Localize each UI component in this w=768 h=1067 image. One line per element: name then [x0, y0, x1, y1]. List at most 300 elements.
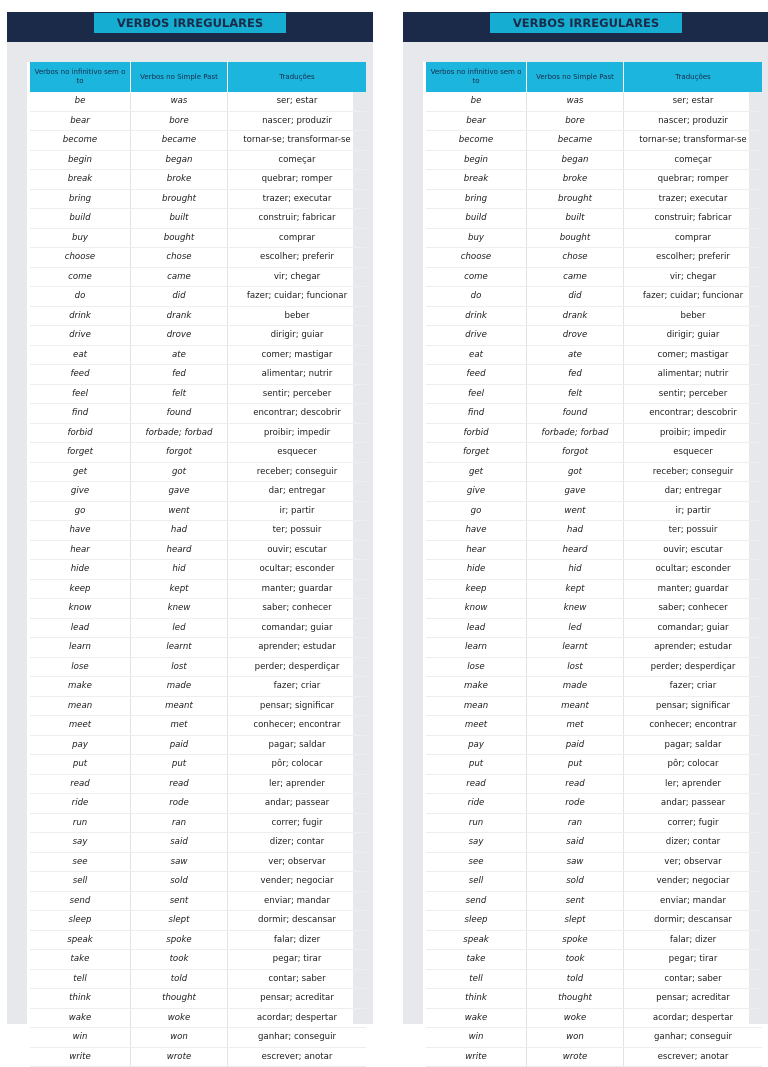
simple-past-cell: went — [527, 501, 624, 521]
translation-cell: ver; observar — [624, 852, 763, 872]
infinitive-cell: drink — [30, 306, 131, 326]
translation-cell: dar; entregar — [228, 482, 367, 502]
header-simple-past: Verbos no Simple Past — [131, 62, 228, 92]
translation-cell: esquecer — [624, 443, 763, 463]
infinitive-cell: sell — [30, 872, 131, 892]
infinitive-cell: feed — [30, 365, 131, 385]
simple-past-cell: heard — [131, 540, 228, 560]
table-row — [30, 969, 366, 989]
translation-cell: vir; chegar — [228, 267, 367, 287]
translation-cell: comprar — [228, 228, 367, 248]
simple-past-cell: ran — [131, 813, 228, 833]
simple-past-cell: told — [527, 969, 624, 989]
table-row — [426, 326, 762, 346]
translation-cell: dizer; contar — [624, 833, 763, 853]
translation-cell: construir; fabricar — [228, 209, 367, 229]
table-row — [426, 638, 762, 658]
table-row — [426, 443, 762, 463]
table-row — [426, 423, 762, 443]
simple-past-cell: gave — [527, 482, 624, 502]
table-row — [30, 345, 366, 365]
translation-cell: começar — [624, 150, 763, 170]
table-row — [30, 735, 366, 755]
translation-cell: aprender; estudar — [624, 638, 763, 658]
simple-past-cell: felt — [131, 384, 228, 404]
infinitive-cell: go — [30, 501, 131, 521]
table-row — [30, 618, 366, 638]
table-row — [426, 657, 762, 677]
translation-cell: pagar; saldar — [624, 735, 763, 755]
table-header-row — [30, 62, 366, 92]
simple-past-cell: led — [527, 618, 624, 638]
simple-past-cell: ate — [131, 345, 228, 365]
table-row — [30, 287, 366, 307]
infinitive-cell: read — [30, 774, 131, 794]
infinitive-cell: bring — [30, 189, 131, 209]
simple-past-cell: became — [131, 131, 228, 151]
simple-past-cell: lost — [131, 657, 228, 677]
translation-cell: manter; guardar — [228, 579, 367, 599]
table-row — [426, 735, 762, 755]
header-simple-past: Verbos no Simple Past — [527, 62, 624, 92]
translation-cell: correr; fugir — [228, 813, 367, 833]
infinitive-cell: keep — [30, 579, 131, 599]
translation-cell: trazer; executar — [624, 189, 763, 209]
infinitive-cell: feel — [30, 384, 131, 404]
table-row — [426, 969, 762, 989]
simple-past-cell: meant — [131, 696, 228, 716]
table-row — [426, 131, 762, 151]
table-row — [426, 482, 762, 502]
infinitive-cell: read — [426, 774, 527, 794]
simple-past-cell: kept — [527, 579, 624, 599]
table-row — [426, 1008, 762, 1028]
infinitive-cell: bear — [426, 111, 527, 131]
table-row — [426, 501, 762, 521]
table-row — [30, 930, 366, 950]
translation-cell: trazer; executar — [228, 189, 367, 209]
translation-cell: dormir; descansar — [624, 911, 763, 931]
translation-cell: escolher; preferir — [228, 248, 367, 268]
table-row — [30, 209, 366, 229]
table-row — [426, 365, 762, 385]
translation-cell: saber; conhecer — [624, 599, 763, 619]
infinitive-cell: send — [30, 891, 131, 911]
simple-past-cell: was — [131, 92, 228, 111]
table-row — [30, 560, 366, 580]
translation-cell: ter; possuir — [624, 521, 763, 541]
infinitive-cell: forget — [30, 443, 131, 463]
infinitive-cell: eat — [30, 345, 131, 365]
translation-cell: pensar; acreditar — [624, 989, 763, 1009]
table-row — [426, 1028, 762, 1048]
simple-past-cell: was — [527, 92, 624, 111]
translation-cell: correr; fugir — [624, 813, 763, 833]
table-row — [30, 443, 366, 463]
simple-past-cell: kept — [131, 579, 228, 599]
infinitive-cell: mean — [30, 696, 131, 716]
table-row — [30, 1028, 366, 1048]
table-row — [30, 657, 366, 677]
translation-cell: ocultar; esconder — [624, 560, 763, 580]
translation-cell: contar; saber — [228, 969, 367, 989]
infinitive-cell: speak — [426, 930, 527, 950]
translation-cell: fazer; criar — [228, 677, 367, 697]
simple-past-cell: went — [131, 501, 228, 521]
simple-past-cell: began — [131, 150, 228, 170]
table-row — [426, 111, 762, 131]
table-row — [30, 267, 366, 287]
translation-cell: pensar; acreditar — [228, 989, 367, 1009]
infinitive-cell: take — [30, 950, 131, 970]
table-row — [426, 579, 762, 599]
translation-cell: ser; estar — [624, 92, 763, 111]
table-row — [30, 482, 366, 502]
infinitive-cell: meet — [30, 716, 131, 736]
simple-past-cell: wrote — [527, 1047, 624, 1067]
infinitive-cell: meet — [426, 716, 527, 736]
table-row — [30, 794, 366, 814]
translation-cell: dirigir; guiar — [228, 326, 367, 346]
infinitive-cell: find — [30, 404, 131, 424]
table-row — [426, 248, 762, 268]
simple-past-cell: led — [131, 618, 228, 638]
translation-cell: nascer; produzir — [228, 111, 367, 131]
translation-cell: ter; possuir — [228, 521, 367, 541]
panel-header — [403, 12, 768, 42]
infinitive-cell: come — [30, 267, 131, 287]
translation-cell: pegar; tirar — [228, 950, 367, 970]
table-row — [30, 404, 366, 424]
simple-past-cell: found — [131, 404, 228, 424]
infinitive-cell: do — [30, 287, 131, 307]
translation-cell: começar — [228, 150, 367, 170]
infinitive-cell: begin — [426, 150, 527, 170]
translation-cell: perder; desperdiçar — [624, 657, 763, 677]
table-row — [426, 852, 762, 872]
infinitive-cell: drive — [30, 326, 131, 346]
translation-cell: aprender; estudar — [228, 638, 367, 658]
translation-cell: pôr; colocar — [228, 755, 367, 775]
translation-cell: pensar; significar — [624, 696, 763, 716]
translation-cell: dizer; contar — [228, 833, 367, 853]
infinitive-cell: wake — [30, 1008, 131, 1028]
simple-past-cell: built — [527, 209, 624, 229]
infinitive-cell: get — [30, 462, 131, 482]
infinitive-cell: pay — [30, 735, 131, 755]
translation-cell: acordar; despertar — [624, 1008, 763, 1028]
infinitive-cell: bring — [426, 189, 527, 209]
table-row — [30, 540, 366, 560]
infinitive-cell: lead — [30, 618, 131, 638]
infinitive-cell: write — [30, 1047, 131, 1067]
translation-cell: dirigir; guiar — [624, 326, 763, 346]
infinitive-cell: lose — [426, 657, 527, 677]
table-row — [30, 852, 366, 872]
translation-cell: beber — [624, 306, 763, 326]
infinitive-cell: hear — [426, 540, 527, 560]
simple-past-cell: brought — [131, 189, 228, 209]
simple-past-cell: drove — [527, 326, 624, 346]
simple-past-cell: began — [527, 150, 624, 170]
translation-cell: ler; aprender — [228, 774, 367, 794]
simple-past-cell: lost — [527, 657, 624, 677]
translation-cell: pensar; significar — [228, 696, 367, 716]
infinitive-cell: know — [426, 599, 527, 619]
table-row — [426, 930, 762, 950]
infinitive-cell: choose — [426, 248, 527, 268]
table-row — [426, 794, 762, 814]
table-sheet — [27, 62, 353, 1062]
table-row — [30, 501, 366, 521]
translation-cell: encontrar; descobrir — [228, 404, 367, 424]
infinitive-cell: break — [30, 170, 131, 190]
infinitive-cell: hide — [30, 560, 131, 580]
table-row — [30, 248, 366, 268]
table-row — [426, 989, 762, 1009]
infinitive-cell: hear — [30, 540, 131, 560]
simple-past-cell: became — [527, 131, 624, 151]
translation-cell: alimentar; nutrir — [228, 365, 367, 385]
simple-past-cell: chose — [527, 248, 624, 268]
simple-past-cell: saw — [131, 852, 228, 872]
simple-past-cell: rode — [527, 794, 624, 814]
simple-past-cell: thought — [131, 989, 228, 1009]
table-row — [30, 111, 366, 131]
infinitive-cell: sleep — [30, 911, 131, 931]
table-row — [426, 462, 762, 482]
infinitive-cell: sell — [426, 872, 527, 892]
table-row — [426, 755, 762, 775]
infinitive-cell: break — [426, 170, 527, 190]
translation-cell: ouvir; escutar — [624, 540, 763, 560]
simple-past-cell: forgot — [131, 443, 228, 463]
infinitive-cell: build — [30, 209, 131, 229]
verb-panel-right — [403, 12, 768, 1062]
table-row — [30, 579, 366, 599]
table-row — [30, 365, 366, 385]
translation-cell: ler; aprender — [624, 774, 763, 794]
infinitive-cell: bear — [30, 111, 131, 131]
infinitive-cell: get — [426, 462, 527, 482]
infinitive-cell: drive — [426, 326, 527, 346]
infinitive-cell: write — [426, 1047, 527, 1067]
simple-past-cell: heard — [527, 540, 624, 560]
table-row — [30, 189, 366, 209]
table-row — [30, 150, 366, 170]
simple-past-cell: paid — [131, 735, 228, 755]
simple-past-cell: made — [131, 677, 228, 697]
table-header-row — [426, 62, 762, 92]
translation-cell: comandar; guiar — [624, 618, 763, 638]
translation-cell: receber; conseguir — [228, 462, 367, 482]
table-row — [426, 872, 762, 892]
table-row — [426, 677, 762, 697]
infinitive-cell: think — [30, 989, 131, 1009]
table-row — [30, 131, 366, 151]
simple-past-cell: said — [527, 833, 624, 853]
verbs-table — [30, 62, 366, 1067]
infinitive-cell: begin — [30, 150, 131, 170]
simple-past-cell: sent — [527, 891, 624, 911]
simple-past-cell: came — [527, 267, 624, 287]
translation-cell: ganhar; conseguir — [624, 1028, 763, 1048]
infinitive-cell: choose — [30, 248, 131, 268]
table-row — [30, 696, 366, 716]
infinitive-cell: lead — [426, 618, 527, 638]
simple-past-cell: put — [527, 755, 624, 775]
table-row — [30, 170, 366, 190]
infinitive-cell: run — [30, 813, 131, 833]
translation-cell: ganhar; conseguir — [228, 1028, 367, 1048]
table-row — [30, 638, 366, 658]
translation-cell: ouvir; escutar — [228, 540, 367, 560]
table-row — [426, 1047, 762, 1067]
simple-past-cell: woke — [527, 1008, 624, 1028]
table-row — [30, 872, 366, 892]
infinitive-cell: win — [426, 1028, 527, 1048]
panel-header — [7, 12, 373, 42]
infinitive-cell: speak — [30, 930, 131, 950]
table-row — [426, 287, 762, 307]
verbs-table — [426, 62, 762, 1067]
simple-past-cell: made — [527, 677, 624, 697]
translation-cell: tornar-se; transformar-se — [624, 131, 763, 151]
infinitive-cell: learn — [426, 638, 527, 658]
translation-cell: comprar — [624, 228, 763, 248]
translation-cell: construir; fabricar — [624, 209, 763, 229]
simple-past-cell: broke — [131, 170, 228, 190]
translation-cell: tornar-se; transformar-se — [228, 131, 367, 151]
infinitive-cell: tell — [30, 969, 131, 989]
infinitive-cell: see — [30, 852, 131, 872]
table-row — [426, 599, 762, 619]
translation-cell: proibir; impedir — [624, 423, 763, 443]
table-row — [426, 716, 762, 736]
simple-past-cell: brought — [527, 189, 624, 209]
translation-cell: fazer; criar — [624, 677, 763, 697]
table-row — [30, 677, 366, 697]
simple-past-cell: rode — [131, 794, 228, 814]
table-sheet — [423, 62, 749, 1062]
table-row — [426, 521, 762, 541]
translation-cell: escrever; anotar — [228, 1047, 367, 1067]
table-row — [30, 774, 366, 794]
simple-past-cell: ate — [527, 345, 624, 365]
translation-cell: falar; dizer — [624, 930, 763, 950]
infinitive-cell: sleep — [426, 911, 527, 931]
table-row — [30, 911, 366, 931]
translation-cell: ser; estar — [228, 92, 367, 111]
table-row — [30, 326, 366, 346]
simple-past-cell: saw — [527, 852, 624, 872]
simple-past-cell: paid — [527, 735, 624, 755]
infinitive-cell: drink — [426, 306, 527, 326]
translation-cell: sentir; perceber — [624, 384, 763, 404]
simple-past-cell: read — [131, 774, 228, 794]
translation-cell: vender; negociar — [624, 872, 763, 892]
panel-title: VERBOS IRREGULARES — [94, 13, 286, 33]
simple-past-cell: bore — [527, 111, 624, 131]
table-row — [426, 950, 762, 970]
infinitive-cell: put — [30, 755, 131, 775]
translation-cell: conhecer; encontrar — [624, 716, 763, 736]
infinitive-cell: buy — [426, 228, 527, 248]
infinitive-cell: become — [30, 131, 131, 151]
simple-past-cell: sold — [131, 872, 228, 892]
table-row — [30, 755, 366, 775]
translation-cell: receber; conseguir — [624, 462, 763, 482]
table-row — [426, 228, 762, 248]
simple-past-cell: woke — [131, 1008, 228, 1028]
simple-past-cell: did — [527, 287, 624, 307]
translation-cell: ver; observar — [228, 852, 367, 872]
table-row — [426, 618, 762, 638]
infinitive-cell: have — [30, 521, 131, 541]
infinitive-cell: keep — [426, 579, 527, 599]
table-row — [426, 92, 762, 111]
simple-past-cell: fed — [527, 365, 624, 385]
translation-cell: alimentar; nutrir — [624, 365, 763, 385]
translation-cell: esquecer — [228, 443, 367, 463]
simple-past-cell: bought — [131, 228, 228, 248]
translation-cell: manter; guardar — [624, 579, 763, 599]
simple-past-cell: knew — [131, 599, 228, 619]
infinitive-cell: feel — [426, 384, 527, 404]
translation-cell: ocultar; esconder — [228, 560, 367, 580]
infinitive-cell: know — [30, 599, 131, 619]
simple-past-cell: meant — [527, 696, 624, 716]
simple-past-cell: took — [527, 950, 624, 970]
simple-past-cell: forbade; forbad — [527, 423, 624, 443]
table-row — [30, 891, 366, 911]
translation-cell: andar; passear — [228, 794, 367, 814]
simple-past-cell: spoke — [131, 930, 228, 950]
simple-past-cell: learnt — [527, 638, 624, 658]
simple-past-cell: came — [131, 267, 228, 287]
translation-cell: nascer; produzir — [624, 111, 763, 131]
table-row — [30, 423, 366, 443]
infinitive-cell: come — [426, 267, 527, 287]
infinitive-cell: ride — [426, 794, 527, 814]
translation-cell: dormir; descansar — [228, 911, 367, 931]
infinitive-cell: pay — [426, 735, 527, 755]
table-row — [30, 1047, 366, 1067]
infinitive-cell: run — [426, 813, 527, 833]
infinitive-cell: say — [30, 833, 131, 853]
infinitive-cell: forbid — [30, 423, 131, 443]
table-row — [426, 267, 762, 287]
translation-cell: encontrar; descobrir — [624, 404, 763, 424]
simple-past-cell: said — [131, 833, 228, 853]
simple-past-cell: spoke — [527, 930, 624, 950]
infinitive-cell: be — [426, 92, 527, 111]
simple-past-cell: slept — [527, 911, 624, 931]
translation-cell: vir; chegar — [624, 267, 763, 287]
simple-past-cell: won — [131, 1028, 228, 1048]
translation-cell: escrever; anotar — [624, 1047, 763, 1067]
infinitive-cell: become — [426, 131, 527, 151]
translation-cell: andar; passear — [624, 794, 763, 814]
table-row — [426, 774, 762, 794]
simple-past-cell: broke — [527, 170, 624, 190]
infinitive-cell: think — [426, 989, 527, 1009]
translation-cell: enviar; mandar — [228, 891, 367, 911]
table-row — [30, 521, 366, 541]
infinitive-cell: do — [426, 287, 527, 307]
verb-panel-left — [7, 12, 373, 1062]
infinitive-cell: wake — [426, 1008, 527, 1028]
